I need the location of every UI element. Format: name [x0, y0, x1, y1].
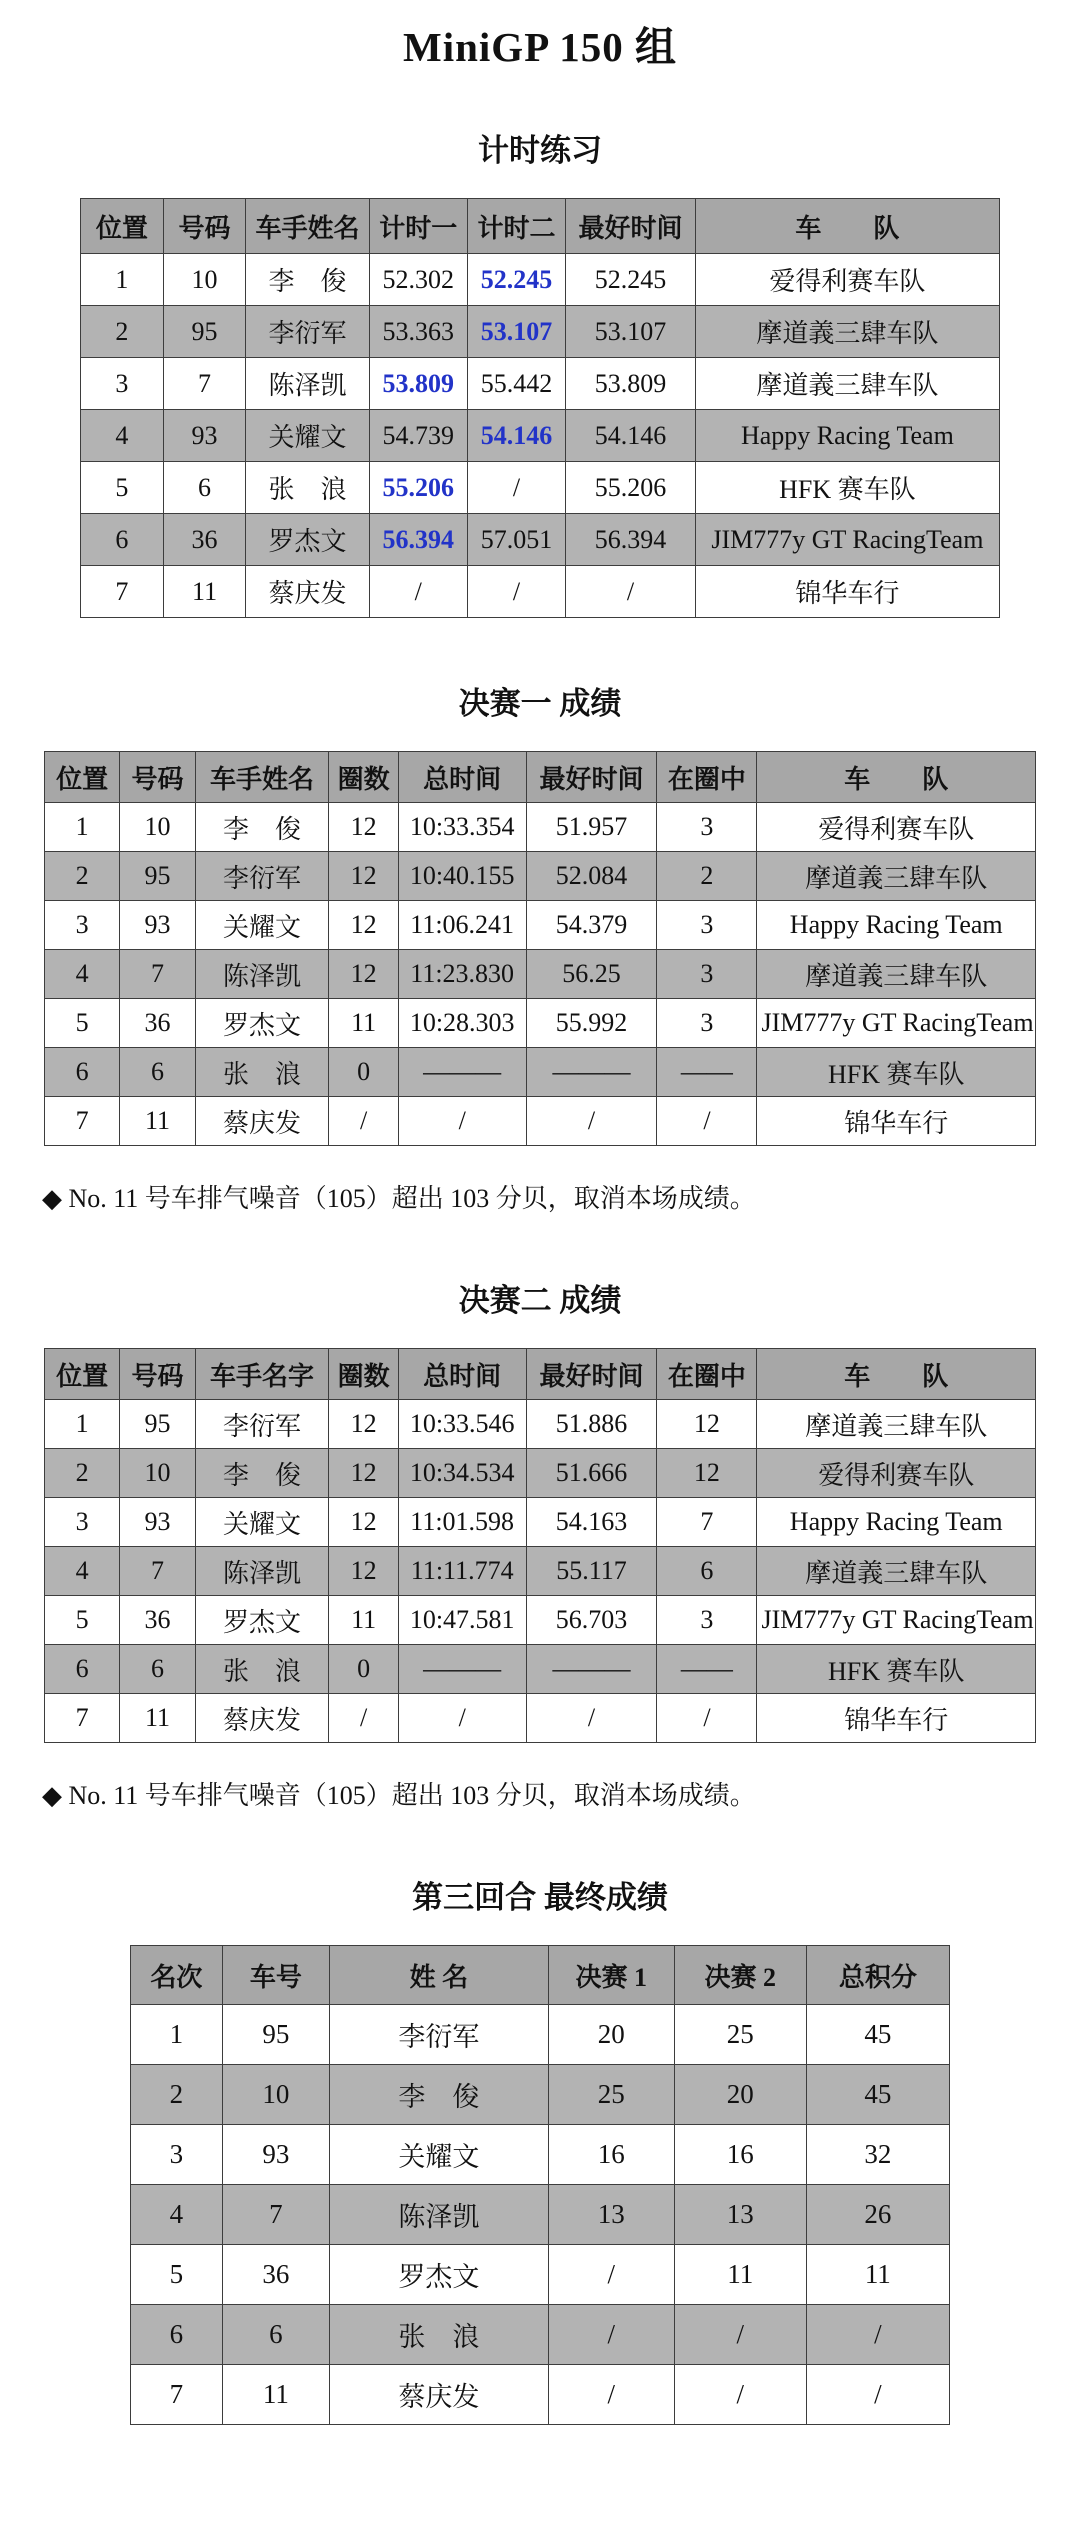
table-row: [81, 254, 1000, 306]
header-row: [45, 752, 1036, 803]
cell: 7: [657, 1498, 757, 1547]
column-header: 号码: [120, 752, 195, 803]
cell: 36: [120, 999, 195, 1048]
table-row: [45, 1498, 1036, 1547]
table-row: [45, 1547, 1036, 1596]
table-row: [45, 1449, 1036, 1498]
cell: /: [467, 462, 565, 514]
section-title-round3: 第三回合 最终成绩: [412, 1880, 668, 1915]
cell: 11: [120, 1097, 195, 1146]
cell: 11: [806, 2245, 949, 2305]
cell: 摩道義三肆车队: [695, 306, 999, 358]
cell: 56.25: [526, 950, 657, 999]
cell: 53.107: [467, 306, 565, 358]
column-header: 决赛 1: [548, 1946, 674, 2005]
cell: 12: [329, 1449, 398, 1498]
cell: 4: [81, 410, 164, 462]
cell: /: [566, 566, 696, 618]
cell: 52.084: [526, 852, 657, 901]
cell: 7: [120, 950, 195, 999]
column-header: 姓 名: [330, 1946, 549, 2005]
cell: 6: [657, 1547, 757, 1596]
cell: 张 浪: [195, 1645, 329, 1694]
cell: 45: [806, 2005, 949, 2065]
cell: JIM777y GT RacingTeam: [695, 514, 999, 566]
cell: /: [548, 2305, 674, 2365]
cell: 摩道義三肆车队: [757, 852, 1036, 901]
table-row: [131, 2005, 950, 2065]
column-header: 最好时间: [526, 1349, 657, 1400]
cell: 10:40.155: [398, 852, 526, 901]
cell: 55.206: [369, 462, 467, 514]
cell: 10: [163, 254, 246, 306]
cell: 罗杰文: [195, 999, 329, 1048]
cell: Happy Racing Team: [757, 1498, 1036, 1547]
cell: 12: [329, 852, 398, 901]
column-header: 总时间: [398, 1349, 526, 1400]
cell: 罗杰文: [246, 514, 369, 566]
column-header: 圈数: [329, 752, 398, 803]
cell: 20: [674, 2065, 806, 2125]
cell: 12: [329, 1547, 398, 1596]
column-header: 在圈中: [657, 1349, 757, 1400]
table-row: [45, 1097, 1036, 1146]
cell: 13: [674, 2185, 806, 2245]
cell: 93: [163, 410, 246, 462]
cell: 爱得利赛车队: [757, 1449, 1036, 1498]
cell: 4: [131, 2185, 223, 2245]
table-row: [131, 2125, 950, 2185]
cell: 56.703: [526, 1596, 657, 1645]
cell: 3: [45, 1498, 120, 1547]
penalty-note: ◆ No. 11 号车排气噪音（105）超出 103 分贝，取消本场成绩。: [42, 1781, 756, 1810]
table-row: [131, 2305, 950, 2365]
cell: 摩道義三肆车队: [757, 1547, 1036, 1596]
cell: /: [369, 566, 467, 618]
cell: JIM777y GT RacingTeam: [757, 1596, 1036, 1645]
cell: 45: [806, 2065, 949, 2125]
cell: 李衍军: [195, 1400, 329, 1449]
cell: JIM777y GT RacingTeam: [757, 999, 1036, 1048]
cell: 54.739: [369, 410, 467, 462]
cell: /: [657, 1694, 757, 1743]
column-header: 车 队: [757, 1349, 1036, 1400]
column-header: 总积分: [806, 1946, 949, 2005]
header-row: [131, 1946, 950, 2005]
cell: /: [548, 2365, 674, 2425]
section-title-practice: 计时练习: [478, 133, 602, 168]
cell: /: [674, 2305, 806, 2365]
section-practice: [0, 125, 1080, 618]
cell: 53.809: [369, 358, 467, 410]
cell: 3: [657, 999, 757, 1048]
cell: 95: [120, 852, 195, 901]
cell: 51.886: [526, 1400, 657, 1449]
cell: /: [526, 1097, 657, 1146]
cell: 11:23.830: [398, 950, 526, 999]
cell: 54.379: [526, 901, 657, 950]
cell: /: [467, 566, 565, 618]
cell: 95: [163, 306, 246, 358]
cell: 56.394: [566, 514, 696, 566]
cell: 0: [329, 1048, 398, 1097]
cell: 93: [120, 901, 195, 950]
table-row: [45, 852, 1036, 901]
cell: 13: [548, 2185, 674, 2245]
cell: 5: [45, 1596, 120, 1645]
table-row: [131, 2065, 950, 2125]
cell: 关耀文: [246, 410, 369, 462]
cell: 7: [45, 1097, 120, 1146]
cell: 53.107: [566, 306, 696, 358]
table-row: [81, 566, 1000, 618]
cell: 李 俊: [330, 2065, 549, 2125]
column-header: 号码: [120, 1349, 195, 1400]
section-final1: [0, 678, 1080, 1215]
results-table-final1: [44, 751, 1036, 1146]
table-row: [45, 803, 1036, 852]
cell: 10:33.354: [398, 803, 526, 852]
table-row: [45, 1400, 1036, 1449]
table-row: [45, 950, 1036, 999]
cell: 55.206: [566, 462, 696, 514]
cell: 2: [131, 2065, 223, 2125]
cell: 4: [45, 950, 120, 999]
cell: 10: [222, 2065, 329, 2125]
cell: 12: [657, 1400, 757, 1449]
cell: 摩道義三肆车队: [757, 1400, 1036, 1449]
cell: HFK 赛车队: [695, 462, 999, 514]
cell: 51.957: [526, 803, 657, 852]
cell: 54.146: [566, 410, 696, 462]
cell: /: [674, 2365, 806, 2425]
cell: 锦华车行: [757, 1694, 1036, 1743]
cell: 1: [45, 1400, 120, 1449]
cell: 51.666: [526, 1449, 657, 1498]
cell: 李衍军: [330, 2005, 549, 2065]
column-header: 车 队: [695, 199, 999, 254]
cell: 2: [45, 1449, 120, 1498]
table-row: [45, 1596, 1036, 1645]
cell: 54.163: [526, 1498, 657, 1547]
cell: 36: [163, 514, 246, 566]
column-header: 总时间: [398, 752, 526, 803]
cell: 关耀文: [195, 901, 329, 950]
cell: 张 浪: [195, 1048, 329, 1097]
cell: 蔡庆发: [195, 1694, 329, 1743]
cell: 26: [806, 2185, 949, 2245]
cell: 20: [548, 2005, 674, 2065]
cell: 关耀文: [195, 1498, 329, 1547]
cell: 李 俊: [195, 1449, 329, 1498]
column-header: 最好时间: [526, 752, 657, 803]
cell: 1: [131, 2005, 223, 2065]
cell: 锦华车行: [757, 1097, 1036, 1146]
cell: 7: [222, 2185, 329, 2245]
cell: 李衍军: [195, 852, 329, 901]
cell: 52.245: [467, 254, 565, 306]
cell: 爱得利赛车队: [757, 803, 1036, 852]
cell: 57.051: [467, 514, 565, 566]
cell: 10: [120, 803, 195, 852]
cell: /: [398, 1694, 526, 1743]
cell: 6: [131, 2305, 223, 2365]
cell: 55.992: [526, 999, 657, 1048]
cell: ——: [657, 1048, 757, 1097]
cell: 李 俊: [246, 254, 369, 306]
column-header: 决赛 2: [674, 1946, 806, 2005]
results-table-round3: [130, 1945, 950, 2425]
cell: 7: [45, 1694, 120, 1743]
cell: 6: [120, 1048, 195, 1097]
cell: 3: [657, 950, 757, 999]
cell: 陈泽凯: [330, 2185, 549, 2245]
cell: 蔡庆发: [195, 1097, 329, 1146]
section-title-final2: 决赛二 成绩: [458, 1283, 622, 1318]
column-header: 计时一: [369, 199, 467, 254]
cell: 3: [657, 1596, 757, 1645]
cell: HFK 赛车队: [757, 1645, 1036, 1694]
cell: 11: [329, 999, 398, 1048]
cell: 36: [222, 2245, 329, 2305]
cell: 李 俊: [195, 803, 329, 852]
cell: 3: [657, 901, 757, 950]
column-header: 车手名字: [195, 1349, 329, 1400]
cell: 11: [120, 1694, 195, 1743]
cell: 5: [45, 999, 120, 1048]
table-row: [81, 462, 1000, 514]
cell: 6: [120, 1645, 195, 1694]
table-row: [131, 2185, 950, 2245]
column-header: 车号: [222, 1946, 329, 2005]
cell: /: [657, 1097, 757, 1146]
cell: 25: [674, 2005, 806, 2065]
cell: 95: [120, 1400, 195, 1449]
cell: 罗杰文: [195, 1596, 329, 1645]
section-round3: [0, 1872, 1080, 2425]
cell: 25: [548, 2065, 674, 2125]
cell: 93: [120, 1498, 195, 1547]
table-row: [45, 1694, 1036, 1743]
cell: 6: [45, 1645, 120, 1694]
cell: 锦华车行: [695, 566, 999, 618]
cell: /: [329, 1097, 398, 1146]
results-table-practice: [80, 198, 1000, 618]
cell: 3: [131, 2125, 223, 2185]
cell: 陈泽凯: [195, 950, 329, 999]
cell: 11: [674, 2245, 806, 2305]
cell: 7: [131, 2365, 223, 2425]
cell: 蔡庆发: [330, 2365, 549, 2425]
table-row: [45, 999, 1036, 1048]
cell: 罗杰文: [330, 2245, 549, 2305]
cell: 11: [163, 566, 246, 618]
cell: 陈泽凯: [195, 1547, 329, 1596]
table-row: [45, 1048, 1036, 1097]
cell: 55.117: [526, 1547, 657, 1596]
cell: 12: [329, 803, 398, 852]
cell: 53.809: [566, 358, 696, 410]
cell: 陈泽凯: [246, 358, 369, 410]
cell: ——: [657, 1645, 757, 1694]
cell: 6: [222, 2305, 329, 2365]
column-header: 在圈中: [657, 752, 757, 803]
cell: 7: [163, 358, 246, 410]
cell: Happy Racing Team: [695, 410, 999, 462]
cell: 56.394: [369, 514, 467, 566]
cell: 2: [81, 306, 164, 358]
table-row: [81, 410, 1000, 462]
cell: 0: [329, 1645, 398, 1694]
table-row: [81, 358, 1000, 410]
penalty-note: ◆ No. 11 号车排气噪音（105）超出 103 分贝，取消本场成绩。: [42, 1184, 756, 1213]
cell: 11:01.598: [398, 1498, 526, 1547]
cell: 95: [222, 2005, 329, 2065]
cell: 53.363: [369, 306, 467, 358]
cell: 11: [329, 1596, 398, 1645]
cell: /: [806, 2305, 949, 2365]
section-final2: [0, 1275, 1080, 1812]
cell: 爱得利赛车队: [695, 254, 999, 306]
cell: 6: [81, 514, 164, 566]
cell: 11:11.774: [398, 1547, 526, 1596]
column-header: 位置: [45, 752, 120, 803]
cell: 11:06.241: [398, 901, 526, 950]
cell: /: [806, 2365, 949, 2425]
column-header: 圈数: [329, 1349, 398, 1400]
cell: 54.146: [467, 410, 565, 462]
cell: 2: [657, 852, 757, 901]
cell: 4: [45, 1547, 120, 1596]
column-header: 车手姓名: [246, 199, 369, 254]
cell: 10: [120, 1449, 195, 1498]
cell: 摩道義三肆车队: [695, 358, 999, 410]
cell: 张 浪: [246, 462, 369, 514]
cell: 10:47.581: [398, 1596, 526, 1645]
cell: 12: [329, 901, 398, 950]
section-title-final1: 决赛一 成绩: [458, 686, 622, 721]
cell: 10:33.546: [398, 1400, 526, 1449]
cell: 李衍军: [246, 306, 369, 358]
table-row: [81, 514, 1000, 566]
cell: 52.245: [566, 254, 696, 306]
cell: 3: [657, 803, 757, 852]
cell: 6: [45, 1048, 120, 1097]
cell: 摩道義三肆车队: [757, 950, 1036, 999]
cell: 11: [222, 2365, 329, 2425]
cell: 93: [222, 2125, 329, 2185]
cell: /: [526, 1694, 657, 1743]
table-row: [131, 2245, 950, 2305]
cell: 2: [45, 852, 120, 901]
cell: 3: [45, 901, 120, 950]
cell: 12: [329, 950, 398, 999]
cell: ———: [526, 1645, 657, 1694]
cell: 12: [657, 1449, 757, 1498]
cell: Happy Racing Team: [757, 901, 1036, 950]
cell: HFK 赛车队: [757, 1048, 1036, 1097]
cell: 16: [674, 2125, 806, 2185]
cell: 52.302: [369, 254, 467, 306]
column-header: 名次: [131, 1946, 223, 2005]
cell: 10:28.303: [398, 999, 526, 1048]
column-header: 车 队: [757, 752, 1036, 803]
column-header: 最好时间: [566, 199, 696, 254]
page-title: MiniGP 150 组: [403, 24, 677, 70]
cell: ———: [398, 1048, 526, 1097]
cell: 1: [45, 803, 120, 852]
cell: 12: [329, 1498, 398, 1547]
cell: 3: [81, 358, 164, 410]
cell: 张 浪: [330, 2305, 549, 2365]
column-header: 车手姓名: [195, 752, 329, 803]
cell: 36: [120, 1596, 195, 1645]
cell: 7: [81, 566, 164, 618]
cell: ———: [526, 1048, 657, 1097]
cell: 关耀文: [330, 2125, 549, 2185]
header-row: [81, 199, 1000, 254]
column-header: 计时二: [467, 199, 565, 254]
cell: 7: [120, 1547, 195, 1596]
table-row: [81, 306, 1000, 358]
cell: 6: [163, 462, 246, 514]
cell: 16: [548, 2125, 674, 2185]
cell: /: [329, 1694, 398, 1743]
cell: /: [548, 2245, 674, 2305]
cell: 12: [329, 1400, 398, 1449]
header-row: [45, 1349, 1036, 1400]
cell: 1: [81, 254, 164, 306]
column-header: 号码: [163, 199, 246, 254]
cell: 55.442: [467, 358, 565, 410]
cell: 10:34.534: [398, 1449, 526, 1498]
table-row: [45, 901, 1036, 950]
table-row: [131, 2365, 950, 2425]
cell: ———: [398, 1645, 526, 1694]
cell: 5: [131, 2245, 223, 2305]
cell: 蔡庆发: [246, 566, 369, 618]
cell: 32: [806, 2125, 949, 2185]
sections-container: [0, 125, 1080, 2425]
cell: 5: [81, 462, 164, 514]
table-row: [45, 1645, 1036, 1694]
results-table-final2: [44, 1348, 1036, 1743]
column-header: 位置: [45, 1349, 120, 1400]
column-header: 位置: [81, 199, 164, 254]
cell: /: [398, 1097, 526, 1146]
